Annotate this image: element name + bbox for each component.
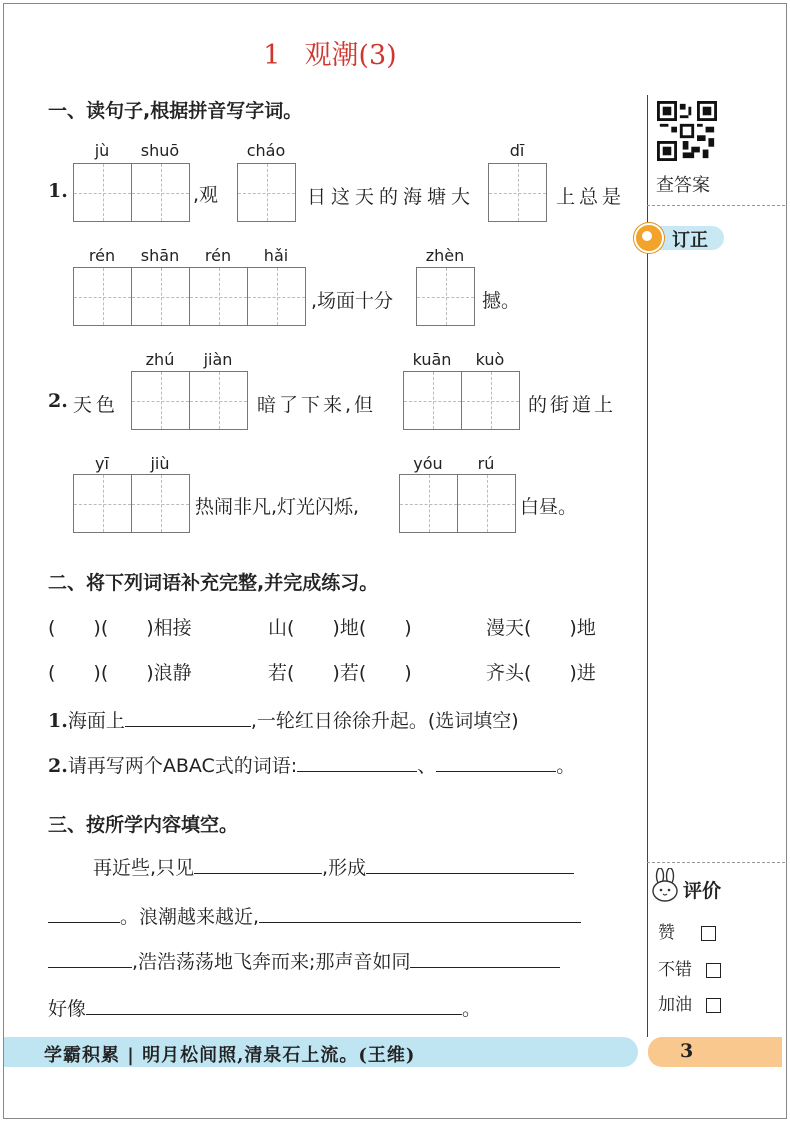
pinyin-label: jiù (150, 454, 170, 473)
answer-blank[interactable] (259, 904, 581, 923)
rating-checkbox[interactable] (706, 963, 721, 978)
exercise-line: 。浪潮越来越近, (48, 902, 581, 929)
section-heading: 三、按所学内容填空。 (48, 814, 239, 836)
sentence-text: 暗了下来,但 (257, 394, 377, 416)
writing-grid[interactable] (488, 163, 547, 222)
exercise-line: 再近些,只见 ,形成 (93, 853, 574, 880)
magnifier-icon (634, 223, 664, 253)
question-number: 2. (48, 390, 68, 412)
pinyin-label: zhú (145, 350, 175, 369)
exercise-line: 好像 。 (48, 998, 482, 1020)
rating-option: 赞 (658, 918, 716, 943)
sentence-text: 的街道上 (528, 394, 617, 416)
writing-grid[interactable] (73, 267, 306, 326)
pinyin-label: rú (477, 454, 495, 473)
answer-blank[interactable] (125, 708, 251, 727)
idiom-blank[interactable]: ( )( )浪静 (48, 662, 192, 684)
sentence-text: 日这天的海塘大 (307, 186, 476, 208)
sentence-text: 天色 (73, 394, 120, 416)
answer-blank[interactable] (48, 904, 120, 923)
sentence-text: 撼。 (482, 290, 521, 312)
writing-grid[interactable] (416, 267, 475, 326)
idiom-blank[interactable]: 若( )若( ) (268, 662, 412, 684)
qr-code-icon[interactable] (657, 101, 717, 161)
answer-blank[interactable] (86, 996, 462, 1015)
footer-quote: 学霸积累 | 明月松间照,清泉石上流。(王维) (44, 1045, 416, 1066)
pinyin-label: yóu (413, 454, 443, 473)
answer-blank[interactable] (366, 855, 574, 874)
exercise-line: 2.请再写两个ABAC式的词语: 、 。 (48, 755, 576, 777)
idiom-blank[interactable]: ( )( )相接 (48, 617, 192, 639)
writing-grid[interactable] (73, 474, 190, 533)
writing-grid[interactable] (73, 163, 190, 222)
idiom-blank[interactable]: 山( )地( ) (268, 617, 412, 639)
pinyin-label: kuò (475, 350, 505, 369)
pinyin-label: dī (509, 141, 525, 160)
sentence-text: 上总是 (556, 186, 626, 208)
sentence-text: 白昼。 (520, 496, 578, 518)
rating-checkbox[interactable] (701, 926, 716, 941)
answer-blank[interactable] (436, 753, 556, 772)
question-number: 1. (48, 180, 68, 202)
exercise-line: ,浩浩荡荡地飞奔而来;那声音如同 (48, 947, 560, 974)
answer-blank[interactable] (48, 949, 132, 968)
sentence-text: 热闹非凡,灯光闪烁, (195, 496, 360, 518)
rating-checkbox[interactable] (706, 998, 721, 1013)
page-number: 3 (680, 1040, 694, 1062)
pinyin-label: kuān (412, 350, 452, 369)
pinyin-label: hǎi (263, 246, 289, 265)
idiom-blank[interactable]: 漫天( )地 (486, 617, 596, 639)
rating-title: 评价 (683, 880, 722, 902)
section-heading: 二、将下列词语补充完整,并完成练习。 (48, 572, 379, 594)
qr-answer-label: 查答案 (656, 175, 710, 196)
pinyin-label: zhèn (425, 246, 465, 265)
answer-blank[interactable] (194, 855, 322, 874)
sidebar-dotted-line (647, 862, 785, 863)
pinyin-label: jù (94, 141, 110, 160)
idiom-blank[interactable]: 齐头( )进 (486, 662, 596, 684)
page-number-tab (648, 1037, 782, 1067)
rating-option: 不错 (658, 955, 721, 980)
exercise-line: 1.海面上 ,一轮红日徐徐升起。(选词填空) (48, 710, 519, 732)
rating-option: 加油 (658, 990, 721, 1015)
sentence-text: ,场面十分 (311, 290, 394, 312)
pinyin-label: shān (140, 246, 180, 265)
pinyin-label: yī (95, 454, 109, 473)
answer-blank[interactable] (297, 753, 417, 772)
pinyin-label: cháo (246, 141, 286, 160)
pinyin-label: shuō (140, 141, 180, 160)
rabbit-icon (650, 868, 680, 902)
writing-grid[interactable] (131, 371, 248, 430)
page-title: 1 观潮(3) (263, 40, 397, 71)
section-heading: 一、读句子,根据拼音写字词。 (48, 100, 303, 122)
answer-blank[interactable] (410, 949, 560, 968)
writing-grid[interactable] (237, 163, 296, 222)
sidebar-dotted-line (647, 205, 785, 206)
pinyin-label: jiàn (203, 350, 233, 369)
sentence-text: ,观 (193, 184, 219, 206)
correction-tag: 订正 (634, 223, 724, 251)
pinyin-label: rén (204, 246, 232, 265)
writing-grid[interactable] (403, 371, 520, 430)
pinyin-label: rén (88, 246, 116, 265)
writing-grid[interactable] (399, 474, 516, 533)
